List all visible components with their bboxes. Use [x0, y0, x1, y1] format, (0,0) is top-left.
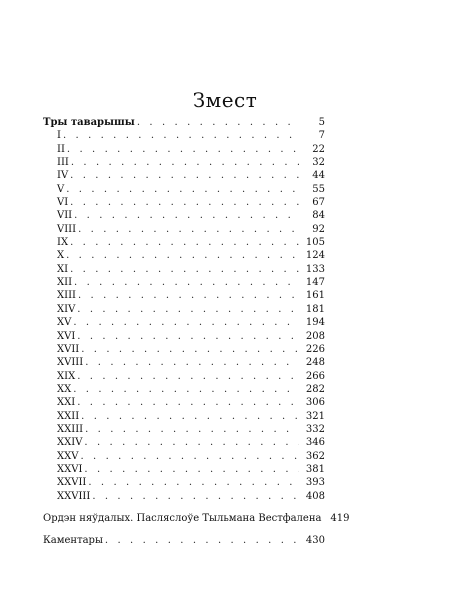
toc-entry-label: XXVII: [57, 477, 87, 489]
dot-leader: [84, 436, 299, 449]
dot-leader: [78, 289, 299, 302]
dot-leader: [70, 263, 299, 276]
toc-entry-label: I: [57, 130, 61, 142]
spacer: [43, 503, 325, 512]
chapter-list: [43, 129, 325, 503]
dot-leader: [73, 383, 299, 396]
toc-entry-chapter[interactable]: [43, 196, 325, 209]
toc-entry-chapter[interactable]: [43, 156, 325, 169]
toc-entry-label: Каментары: [43, 535, 103, 547]
toc-entry-chapter[interactable]: [43, 490, 325, 503]
toc-entry-page: 381: [305, 463, 325, 475]
dot-leader: [70, 196, 299, 209]
dot-leader: [105, 534, 299, 547]
toc-entry-page: 226: [305, 343, 325, 355]
dot-leader: [88, 476, 299, 489]
toc-entry-label: IV: [57, 170, 69, 182]
toc-entry-page: 248: [305, 357, 325, 369]
toc-entry-page: 5: [318, 117, 325, 128]
toc-entry-label: II: [57, 143, 65, 155]
toc-entry-chapter[interactable]: [43, 183, 325, 196]
toc-entry-label: XV: [57, 317, 72, 329]
toc-entry-chapter[interactable]: [43, 436, 325, 449]
dot-leader: [74, 209, 299, 222]
toc-entry-chapter[interactable]: [43, 129, 325, 142]
toc-entry-page: 32: [312, 157, 325, 169]
dot-leader: [81, 343, 299, 356]
dot-leader: [66, 183, 299, 196]
dot-leader: [73, 316, 299, 329]
toc-entry-page: 147: [305, 277, 325, 289]
toc-entry-label: XXII: [57, 410, 80, 422]
toc-entry-part[interactable]: [43, 116, 325, 129]
toc-entry-page: 194: [305, 317, 325, 329]
dot-leader: [63, 129, 299, 142]
dot-leader: [70, 169, 299, 182]
toc-entry-page: 105: [305, 237, 325, 249]
toc-entry-label: XX: [57, 383, 72, 395]
toc-entry-chapter[interactable]: [43, 410, 325, 423]
toc-entry-label: III: [57, 157, 69, 169]
dot-leader: [84, 463, 299, 476]
toc-entry-chapter[interactable]: [43, 476, 325, 489]
dot-leader: [80, 450, 299, 463]
toc-entry-label: XI: [57, 263, 69, 275]
toc-entry-label: XXVIII: [57, 490, 91, 502]
toc-entry-page: 266: [305, 370, 325, 382]
dot-leader: [78, 223, 299, 236]
spacer: [43, 525, 325, 534]
toc-entry-page: 67: [312, 197, 325, 209]
table-of-contents: [43, 116, 350, 548]
toc-entry-page: 161: [305, 290, 325, 302]
toc-entry-chapter[interactable]: [43, 303, 325, 316]
toc-entry-page: 208: [305, 330, 325, 342]
toc-entry-chapter[interactable]: [43, 370, 325, 383]
toc-entry-label: XVII: [57, 343, 80, 355]
toc-entry-page: 430: [305, 535, 325, 547]
toc-entry-chapter[interactable]: [43, 223, 325, 236]
dot-leader: [77, 370, 299, 383]
toc-entry-chapter[interactable]: [43, 383, 325, 396]
toc-entry-page: 92: [312, 223, 325, 235]
toc-entry-page: 124: [305, 250, 325, 262]
dot-leader: [81, 410, 299, 423]
toc-entry-page: 306: [305, 397, 325, 409]
toc-entry-label: VI: [57, 197, 69, 209]
toc-entry-page: 362: [305, 450, 325, 462]
toc-entry-label: IX: [57, 237, 69, 249]
dot-leader: [137, 116, 299, 129]
toc-entry-chapter[interactable]: [43, 289, 325, 302]
dot-leader: [71, 156, 299, 169]
toc-entry-chapter[interactable]: [43, 209, 325, 222]
toc-entry-page: 346: [305, 437, 325, 449]
toc-entry-page: 393: [305, 477, 325, 489]
toc-entry-chapter[interactable]: [43, 356, 325, 369]
toc-entry-label: XVI: [57, 330, 76, 342]
toc-entry-chapter[interactable]: [43, 316, 325, 329]
toc-entry-label: VII: [57, 210, 73, 222]
toc-entry-chapter[interactable]: [43, 143, 325, 156]
dot-leader: [77, 303, 299, 316]
toc-entry-label: XIII: [57, 290, 76, 302]
toc-entry-chapter[interactable]: [43, 396, 325, 409]
toc-entry-label: XIV: [57, 303, 76, 315]
toc-entry-label: XVIII: [57, 357, 84, 369]
toc-entry-label: V: [57, 183, 65, 195]
dot-leader: [74, 276, 299, 289]
toc-entry-chapter[interactable]: [43, 463, 325, 476]
toc-entry-chapter[interactable]: [43, 330, 325, 343]
toc-entry-chapter[interactable]: [43, 423, 325, 436]
dot-leader: [77, 396, 299, 409]
toc-entry-label: XII: [57, 277, 73, 289]
toc-entry-chapter[interactable]: [43, 236, 325, 249]
toc-entry-page: 321: [305, 410, 325, 422]
toc-entry-label: XXV: [57, 450, 79, 462]
toc-entry-label: XIX: [57, 370, 76, 382]
toc-entry-page: 84: [312, 210, 325, 222]
toc-entry-label: XXIII: [57, 423, 84, 435]
toc-entry-chapter[interactable]: [43, 450, 325, 463]
toc-entry-label: XXIV: [57, 437, 83, 449]
toc-entry-page: 408: [305, 490, 325, 502]
page-title: Змест: [192, 88, 258, 112]
dot-leader: [77, 330, 299, 343]
toc-entry-label: XXVI: [57, 463, 83, 475]
toc-entry-label: Тры таварышы: [43, 117, 135, 128]
toc-entry-afterword[interactable]: [43, 512, 350, 525]
toc-entry-page: 7: [318, 130, 325, 142]
toc-entry-page: 332: [305, 423, 325, 435]
toc-entry-chapter[interactable]: [43, 343, 325, 356]
toc-entry-page: 133: [305, 263, 325, 275]
toc-entry-page: 419: [330, 512, 350, 524]
toc-entry-label: XXI: [57, 397, 76, 409]
toc-entry-page: 181: [305, 303, 325, 315]
toc-entry-chapter[interactable]: [43, 276, 325, 289]
toc-entry-label: VIII: [57, 223, 77, 235]
dot-leader: [70, 236, 299, 249]
toc-entry-comments[interactable]: [43, 534, 325, 547]
toc-entry-page: 55: [312, 183, 325, 195]
toc-entry-page: 22: [312, 143, 325, 155]
toc-entry-label: Ордэн няўдалых. Пасляслоўе Тыльмана Вестфалена: [43, 512, 322, 524]
dot-leader: [85, 356, 299, 369]
dot-leader: [67, 143, 299, 156]
dot-leader: [92, 490, 299, 503]
toc-entry-chapter[interactable]: [43, 249, 325, 262]
dot-leader: [66, 249, 299, 262]
toc-entry-page: 282: [305, 383, 325, 395]
toc-entry-chapter[interactable]: [43, 169, 325, 182]
toc-entry-label: X: [57, 250, 65, 262]
dot-leader: [85, 423, 299, 436]
toc-entry-page: 44: [312, 170, 325, 182]
toc-entry-chapter[interactable]: [43, 263, 325, 276]
